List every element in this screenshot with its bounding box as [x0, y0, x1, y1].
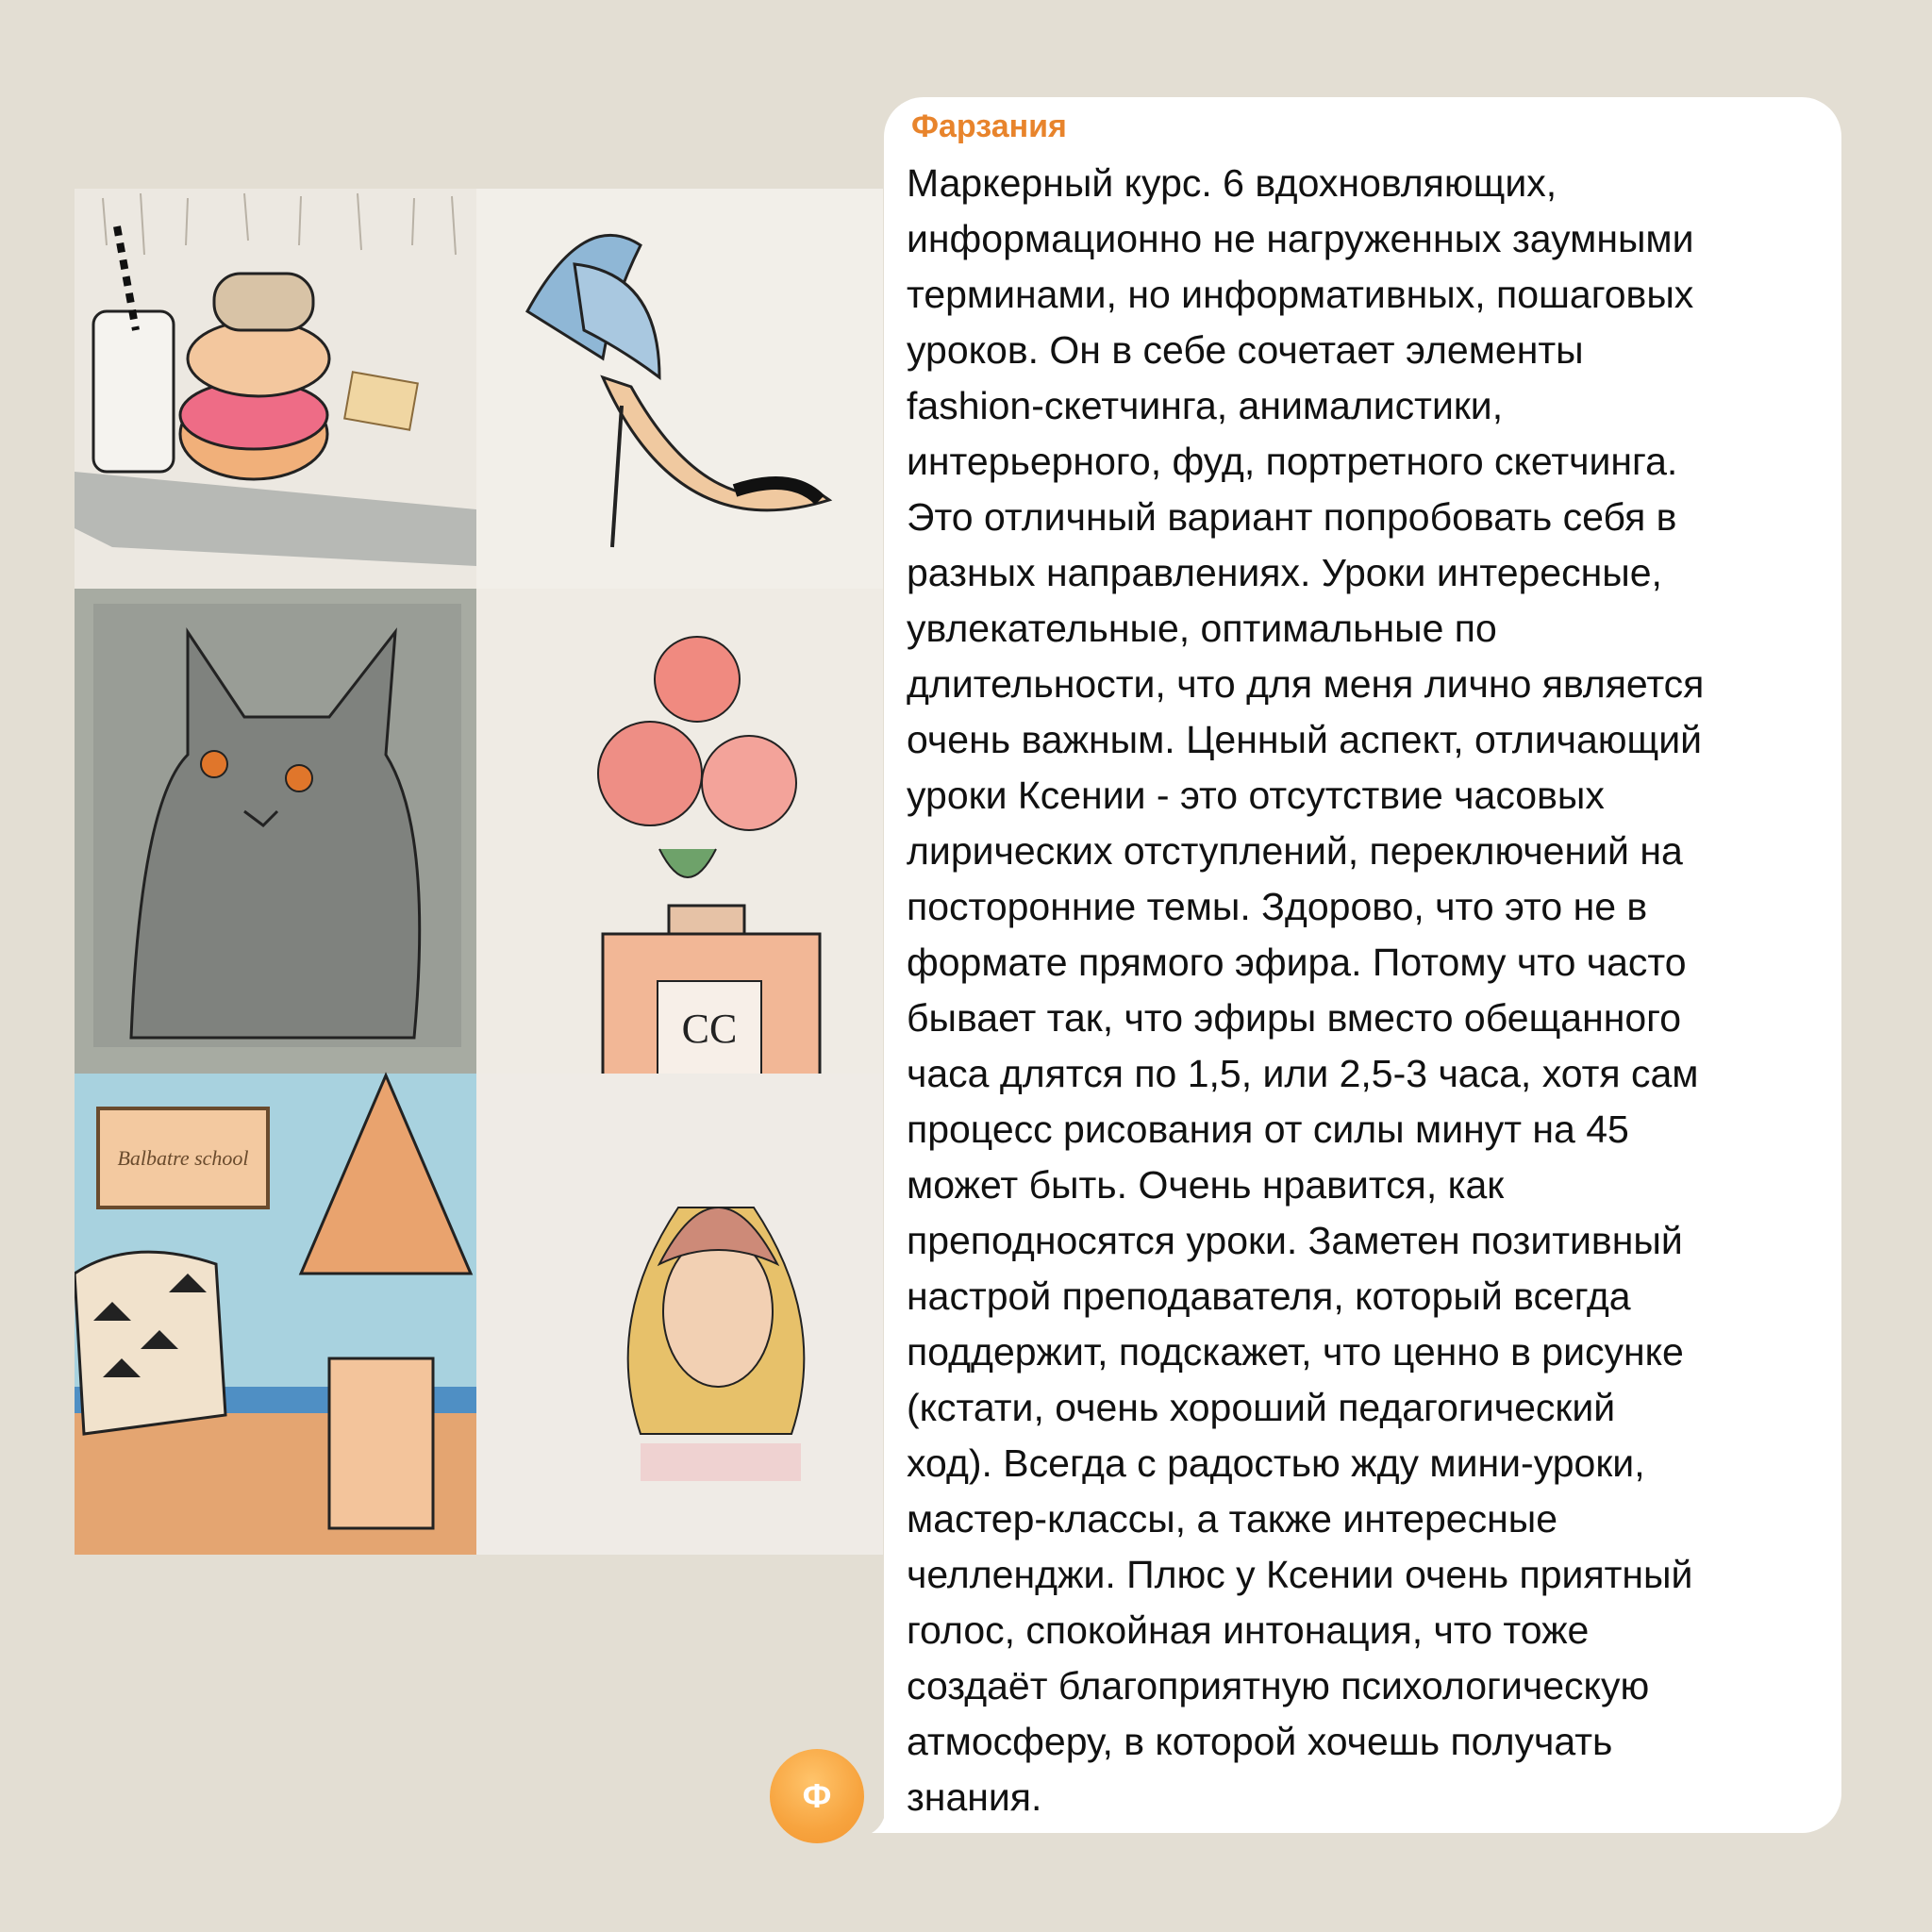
sketch-collage-image[interactable]: [75, 189, 883, 1555]
butterfly-shoe-sketch-tile: [476, 189, 883, 589]
sender-name[interactable]: Фарзания: [911, 108, 1067, 144]
donuts-sketch-tile: [75, 189, 476, 589]
message-text: Маркерный курс. 6 вдохновляющих, информационно не нагруженных заумными терминами, но информативных, пошаговых уроков. Он в себе сочетает элементы fashion-скетчинга, анималистики, интерьерного, фуд, портретного скетчинга. Это отличный вариант попробовать себя в разных направлениях. Уроки интересные, увлекательные, оптимальные по длительности, что для меня лично является очень важным. Ценный аспект, отличающий уроки Ксении - это отсутствие часовых лирических отступлений, переключений на посторонние темы. Здорово, что это не в формате прямого эфира. Потому что часто бывает так, что эфиры вместо обещанного часа длятся по 1,5, или 2,5-3 часа, хотя сам процесс рисования от силы минут на 45 может быть. Очень нравится, как преподносятся уроки. Заметен позитивный настрой преподавателя, который всегда поддержит, подскажет, что ценно в рисунке (кстати, очень хороший педагогический ход). Всегда с радостью жду мини-уроки, мастер-классы, а также интересные челленджи. Плюс у Ксении очень приятный голос, спокойная интонация, что тоже создаёт благоприятную психологическую атмосферу, в которой хочешь получать знания.: [907, 161, 1705, 1819]
message-bubble[interactable]: [884, 97, 1841, 1833]
cat-sketch-tile: [75, 589, 476, 1074]
interior-sketch-tile: [75, 1074, 476, 1555]
svg-text:CC: CC: [681, 1006, 738, 1052]
girl-portrait-sketch-tile: [476, 1074, 883, 1555]
sender-avatar[interactable]: [770, 1749, 864, 1843]
avatar-initial: Ф: [802, 1776, 832, 1815]
svg-text:Balbatre school: Balbatre school: [117, 1146, 249, 1170]
